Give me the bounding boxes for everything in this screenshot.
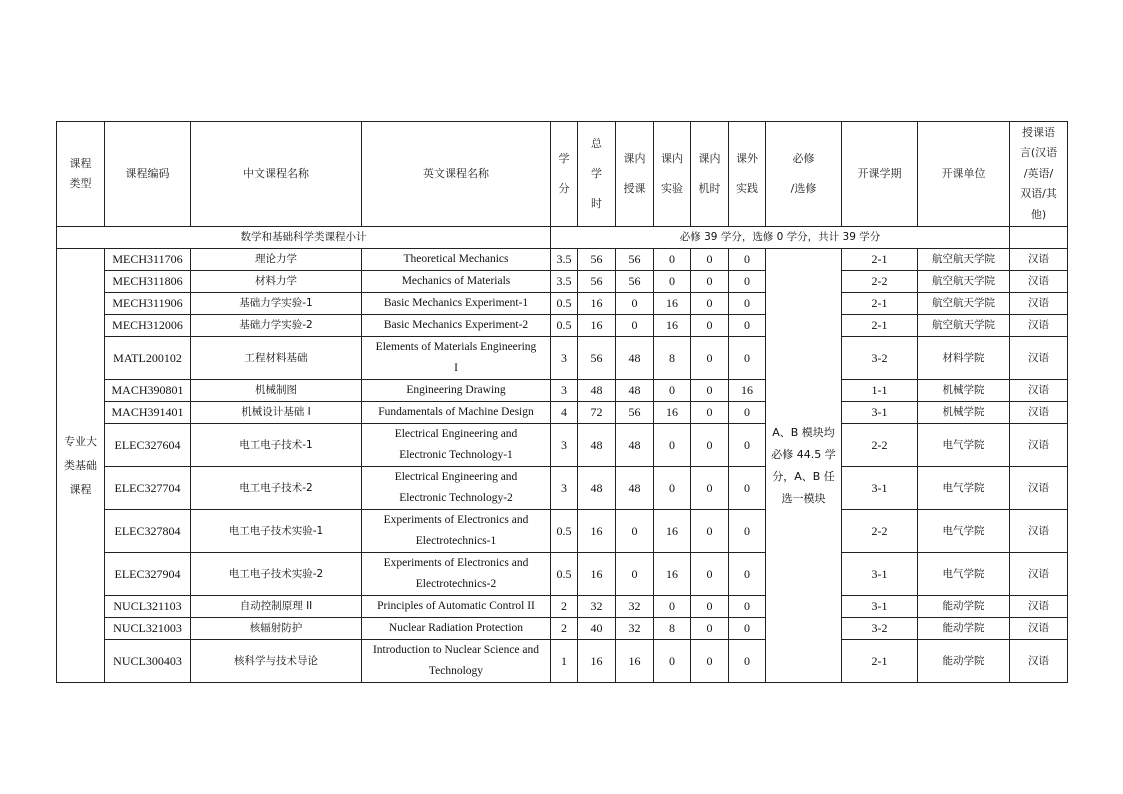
course-language: 汉语 bbox=[1010, 424, 1068, 467]
course-semester: 3-2 bbox=[842, 337, 918, 380]
course-lab-hours: 0 bbox=[654, 640, 691, 683]
course-code: NUCL321003 bbox=[105, 618, 191, 640]
course-code: ELEC327604 bbox=[105, 424, 191, 467]
course-unit: 能动学院 bbox=[918, 596, 1010, 618]
course-en-name: Mechanics of Materials bbox=[362, 271, 551, 293]
course-unit: 航空航天学院 bbox=[918, 293, 1010, 315]
course-practice-hours: 0 bbox=[729, 402, 766, 424]
header-credit: 学 分 bbox=[551, 122, 578, 227]
course-credit: 3 bbox=[551, 467, 578, 510]
course-total-hours: 56 bbox=[578, 337, 616, 380]
course-lab-hours: 0 bbox=[654, 467, 691, 510]
course-practice-hours: 0 bbox=[729, 337, 766, 380]
course-lab-hours: 0 bbox=[654, 271, 691, 293]
course-unit: 航空航天学院 bbox=[918, 271, 1010, 293]
course-unit: 电气学院 bbox=[918, 510, 1010, 553]
course-computer-hours: 0 bbox=[691, 402, 729, 424]
header-language: 授课语 言(汉语 /英语/ 双语/其 他) bbox=[1010, 122, 1068, 227]
course-code: MACH391401 bbox=[105, 402, 191, 424]
course-en-name: Electrical Engineering and Electronic Technology-2 bbox=[362, 467, 551, 510]
course-cn-name: 电工电子技术实验-1 bbox=[191, 510, 362, 553]
course-en-name: Experiments of Electronics and Electrotechnics-2 bbox=[362, 553, 551, 596]
course-en-name: Elements of Materials Engineering I bbox=[362, 337, 551, 380]
course-unit: 材料学院 bbox=[918, 337, 1010, 380]
course-plan-sheet bbox=[56, 121, 1067, 683]
course-semester: 3-2 bbox=[842, 618, 918, 640]
course-total-hours: 56 bbox=[578, 271, 616, 293]
course-semester: 3-1 bbox=[842, 553, 918, 596]
table-row bbox=[57, 337, 1068, 380]
header-required: 必修 /选修 bbox=[766, 122, 842, 227]
course-practice-hours: 16 bbox=[729, 380, 766, 402]
course-lecture-hours: 56 bbox=[616, 402, 654, 424]
course-total-hours: 16 bbox=[578, 293, 616, 315]
course-computer-hours: 0 bbox=[691, 293, 729, 315]
course-en-name: Principles of Automatic Control II bbox=[362, 596, 551, 618]
course-semester: 2-2 bbox=[842, 510, 918, 553]
course-cn-name: 材料力学 bbox=[191, 271, 362, 293]
course-lecture-hours: 0 bbox=[616, 293, 654, 315]
course-computer-hours: 0 bbox=[691, 315, 729, 337]
course-semester: 3-1 bbox=[842, 467, 918, 510]
course-credit: 0.5 bbox=[551, 553, 578, 596]
course-cn-name: 工程材料基础 bbox=[191, 337, 362, 380]
header-semester: 开课学期 bbox=[842, 122, 918, 227]
course-en-name: Electrical Engineering and Electronic Technology-1 bbox=[362, 424, 551, 467]
course-credit: 2 bbox=[551, 596, 578, 618]
course-credit: 1 bbox=[551, 640, 578, 683]
course-cn-name: 电工电子技术-2 bbox=[191, 467, 362, 510]
course-en-name: Experiments of Electronics and Electrotechnics-1 bbox=[362, 510, 551, 553]
course-table bbox=[56, 121, 1068, 683]
subtotal-label: 数学和基础科学类课程小计 bbox=[57, 227, 551, 249]
course-category-cell: 专业大 类基础 课程 bbox=[57, 249, 105, 683]
table-row bbox=[57, 402, 1068, 424]
course-code: ELEC327804 bbox=[105, 510, 191, 553]
course-code: MECH311906 bbox=[105, 293, 191, 315]
course-lecture-hours: 48 bbox=[616, 337, 654, 380]
course-lab-hours: 16 bbox=[654, 315, 691, 337]
course-lecture-hours: 0 bbox=[616, 510, 654, 553]
course-code: MECH311806 bbox=[105, 271, 191, 293]
course-cn-name: 核辐射防护 bbox=[191, 618, 362, 640]
header-en-name: 英文课程名称 bbox=[362, 122, 551, 227]
course-lecture-hours: 48 bbox=[616, 424, 654, 467]
course-code: MACH390801 bbox=[105, 380, 191, 402]
course-code: MECH312006 bbox=[105, 315, 191, 337]
course-cn-name: 机械设计基础 I bbox=[191, 402, 362, 424]
course-practice-hours: 0 bbox=[729, 315, 766, 337]
course-total-hours: 56 bbox=[578, 249, 616, 271]
course-credit: 0.5 bbox=[551, 510, 578, 553]
course-code: ELEC327704 bbox=[105, 467, 191, 510]
course-cn-name: 电工电子技术实验-2 bbox=[191, 553, 362, 596]
course-practice-hours: 0 bbox=[729, 293, 766, 315]
header-total-hours: 总 学 时 bbox=[578, 122, 616, 227]
course-language: 汉语 bbox=[1010, 249, 1068, 271]
course-en-name: Fundamentals of Machine Design bbox=[362, 402, 551, 424]
course-en-name: Basic Mechanics Experiment-1 bbox=[362, 293, 551, 315]
course-practice-hours: 0 bbox=[729, 596, 766, 618]
course-credit: 3.5 bbox=[551, 271, 578, 293]
course-practice-hours: 0 bbox=[729, 424, 766, 467]
course-practice-hours: 0 bbox=[729, 618, 766, 640]
table-row bbox=[57, 618, 1068, 640]
header-practice: 课外 实践 bbox=[729, 122, 766, 227]
course-en-name: Nuclear Radiation Protection bbox=[362, 618, 551, 640]
course-practice-hours: 0 bbox=[729, 271, 766, 293]
course-practice-hours: 0 bbox=[729, 510, 766, 553]
course-computer-hours: 0 bbox=[691, 510, 729, 553]
course-computer-hours: 0 bbox=[691, 337, 729, 380]
course-computer-hours: 0 bbox=[691, 380, 729, 402]
course-en-name: Introduction to Nuclear Science and Technology bbox=[362, 640, 551, 683]
course-semester: 2-1 bbox=[842, 293, 918, 315]
course-lecture-hours: 56 bbox=[616, 271, 654, 293]
header-cn-name: 中文课程名称 bbox=[191, 122, 362, 227]
course-computer-hours: 0 bbox=[691, 553, 729, 596]
course-lab-hours: 16 bbox=[654, 510, 691, 553]
course-lab-hours: 0 bbox=[654, 380, 691, 402]
course-unit: 机械学院 bbox=[918, 380, 1010, 402]
course-total-hours: 16 bbox=[578, 640, 616, 683]
course-lecture-hours: 0 bbox=[616, 315, 654, 337]
course-cn-name: 机械制图 bbox=[191, 380, 362, 402]
course-lecture-hours: 48 bbox=[616, 467, 654, 510]
course-semester: 2-1 bbox=[842, 315, 918, 337]
course-computer-hours: 0 bbox=[691, 618, 729, 640]
course-semester: 2-2 bbox=[842, 424, 918, 467]
course-computer-hours: 0 bbox=[691, 596, 729, 618]
course-lab-hours: 0 bbox=[654, 249, 691, 271]
course-practice-hours: 0 bbox=[729, 640, 766, 683]
table-row bbox=[57, 640, 1068, 683]
course-credit: 4 bbox=[551, 402, 578, 424]
course-language: 汉语 bbox=[1010, 467, 1068, 510]
course-language: 汉语 bbox=[1010, 271, 1068, 293]
course-cn-name: 自动控制原理 II bbox=[191, 596, 362, 618]
course-credit: 2 bbox=[551, 618, 578, 640]
table-row bbox=[57, 424, 1068, 467]
course-practice-hours: 0 bbox=[729, 553, 766, 596]
course-credit: 3.5 bbox=[551, 249, 578, 271]
course-semester: 1-1 bbox=[842, 380, 918, 402]
course-semester: 2-2 bbox=[842, 271, 918, 293]
course-language: 汉语 bbox=[1010, 596, 1068, 618]
course-computer-hours: 0 bbox=[691, 271, 729, 293]
course-unit: 能动学院 bbox=[918, 618, 1010, 640]
header-category: 课程 类型 bbox=[57, 122, 105, 227]
course-en-name: Engineering Drawing bbox=[362, 380, 551, 402]
course-language: 汉语 bbox=[1010, 553, 1068, 596]
course-cn-name: 基础力学实验-2 bbox=[191, 315, 362, 337]
course-code: MATL200102 bbox=[105, 337, 191, 380]
course-code: MECH311706 bbox=[105, 249, 191, 271]
table-row bbox=[57, 510, 1068, 553]
course-lecture-hours: 32 bbox=[616, 618, 654, 640]
course-code: ELEC327904 bbox=[105, 553, 191, 596]
course-cn-name: 理论力学 bbox=[191, 249, 362, 271]
course-language: 汉语 bbox=[1010, 293, 1068, 315]
table-row bbox=[57, 380, 1068, 402]
course-cn-name: 核科学与技术导论 bbox=[191, 640, 362, 683]
course-en-name: Basic Mechanics Experiment-2 bbox=[362, 315, 551, 337]
course-unit: 航空航天学院 bbox=[918, 249, 1010, 271]
course-computer-hours: 0 bbox=[691, 424, 729, 467]
table-row bbox=[57, 271, 1068, 293]
course-lecture-hours: 56 bbox=[616, 249, 654, 271]
course-total-hours: 48 bbox=[578, 424, 616, 467]
table-row bbox=[57, 596, 1068, 618]
course-computer-hours: 0 bbox=[691, 467, 729, 510]
course-cn-name: 电工电子技术-1 bbox=[191, 424, 362, 467]
table-row bbox=[57, 553, 1068, 596]
course-lecture-hours: 16 bbox=[616, 640, 654, 683]
course-code: NUCL300403 bbox=[105, 640, 191, 683]
required-note-cell: A、B 模块均 必修 44.5 学 分，A、B 任 选一模块 bbox=[766, 249, 842, 683]
course-credit: 3 bbox=[551, 337, 578, 380]
course-practice-hours: 0 bbox=[729, 249, 766, 271]
course-practice-hours: 0 bbox=[729, 467, 766, 510]
course-lab-hours: 16 bbox=[654, 293, 691, 315]
course-credit: 3 bbox=[551, 424, 578, 467]
course-language: 汉语 bbox=[1010, 618, 1068, 640]
course-language: 汉语 bbox=[1010, 402, 1068, 424]
course-total-hours: 48 bbox=[578, 467, 616, 510]
course-lab-hours: 8 bbox=[654, 337, 691, 380]
course-semester: 3-1 bbox=[842, 402, 918, 424]
header-computer: 课内 机时 bbox=[691, 122, 729, 227]
course-cn-name: 基础力学实验-1 bbox=[191, 293, 362, 315]
course-credit: 0.5 bbox=[551, 293, 578, 315]
course-lab-hours: 8 bbox=[654, 618, 691, 640]
table-row bbox=[57, 315, 1068, 337]
subtotal-summary: 必修 39 学分，选修 0 学分，共计 39 学分 bbox=[551, 227, 1010, 249]
course-en-name: Theoretical Mechanics bbox=[362, 249, 551, 271]
subtotal-row bbox=[57, 227, 1068, 249]
course-unit: 电气学院 bbox=[918, 467, 1010, 510]
course-credit: 3 bbox=[551, 380, 578, 402]
course-computer-hours: 0 bbox=[691, 640, 729, 683]
course-lecture-hours: 32 bbox=[616, 596, 654, 618]
course-lecture-hours: 0 bbox=[616, 553, 654, 596]
header-code: 课程编码 bbox=[105, 122, 191, 227]
course-lab-hours: 16 bbox=[654, 553, 691, 596]
table-row bbox=[57, 249, 1068, 271]
course-lecture-hours: 48 bbox=[616, 380, 654, 402]
course-lab-hours: 0 bbox=[654, 424, 691, 467]
course-unit: 电气学院 bbox=[918, 424, 1010, 467]
course-language: 汉语 bbox=[1010, 380, 1068, 402]
course-semester: 3-1 bbox=[842, 596, 918, 618]
course-unit: 电气学院 bbox=[918, 553, 1010, 596]
header-row bbox=[57, 122, 1068, 227]
header-unit: 开课单位 bbox=[918, 122, 1010, 227]
course-semester: 2-1 bbox=[842, 640, 918, 683]
header-lab: 课内 实验 bbox=[654, 122, 691, 227]
course-language: 汉语 bbox=[1010, 510, 1068, 553]
course-unit: 航空航天学院 bbox=[918, 315, 1010, 337]
course-code: NUCL321103 bbox=[105, 596, 191, 618]
course-total-hours: 48 bbox=[578, 380, 616, 402]
course-total-hours: 72 bbox=[578, 402, 616, 424]
course-language: 汉语 bbox=[1010, 640, 1068, 683]
course-total-hours: 16 bbox=[578, 553, 616, 596]
course-total-hours: 16 bbox=[578, 315, 616, 337]
course-total-hours: 32 bbox=[578, 596, 616, 618]
course-lab-hours: 0 bbox=[654, 596, 691, 618]
course-credit: 0.5 bbox=[551, 315, 578, 337]
course-language: 汉语 bbox=[1010, 315, 1068, 337]
course-language: 汉语 bbox=[1010, 337, 1068, 380]
course-semester: 2-1 bbox=[842, 249, 918, 271]
course-unit: 能动学院 bbox=[918, 640, 1010, 683]
course-computer-hours: 0 bbox=[691, 249, 729, 271]
subtotal-empty-cell bbox=[1010, 227, 1068, 249]
course-lab-hours: 16 bbox=[654, 402, 691, 424]
header-lecture: 课内 授课 bbox=[616, 122, 654, 227]
course-total-hours: 40 bbox=[578, 618, 616, 640]
course-total-hours: 16 bbox=[578, 510, 616, 553]
course-unit: 机械学院 bbox=[918, 402, 1010, 424]
table-row bbox=[57, 467, 1068, 510]
table-row bbox=[57, 293, 1068, 315]
